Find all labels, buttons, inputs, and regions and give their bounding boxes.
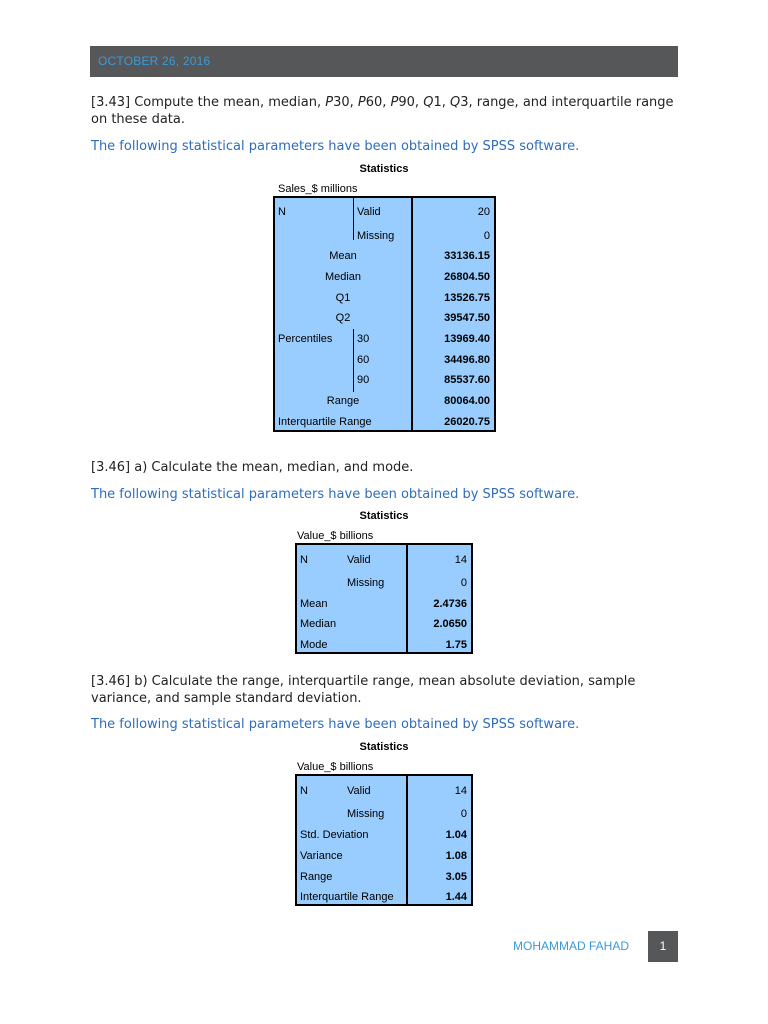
valid-value: 14 bbox=[454, 554, 467, 566]
variance-value: 1.08 bbox=[445, 850, 467, 862]
column-divider bbox=[353, 329, 354, 392]
value-column-divider bbox=[411, 198, 413, 430]
iqr-value: 26020.75 bbox=[444, 416, 490, 428]
n-label: N bbox=[300, 554, 308, 566]
variable-label: Value_$ billions bbox=[297, 761, 374, 773]
mean-value: 2.4736 bbox=[433, 598, 467, 610]
mode-value: 1.75 bbox=[445, 639, 467, 651]
p90-value: 85537.60 bbox=[444, 374, 490, 386]
page-number-box bbox=[648, 931, 678, 962]
statistics-title: Statistics bbox=[359, 163, 409, 175]
range-label: Range bbox=[326, 395, 360, 407]
statistics-table-sales bbox=[273, 196, 496, 432]
q2-value: 39547.50 bbox=[444, 312, 490, 324]
variance-label: Variance bbox=[300, 850, 343, 862]
percentiles-label: Percentiles bbox=[278, 333, 333, 345]
range-label: Range bbox=[300, 871, 333, 883]
variable-label: Sales_$ millions bbox=[278, 183, 358, 195]
valid-label: Valid bbox=[347, 554, 371, 566]
iqr-label: Interquartile Range bbox=[278, 416, 372, 428]
missing-label: Missing bbox=[347, 577, 385, 589]
iqr-label: Interquartile Range bbox=[300, 891, 394, 903]
q2-label: Q2 bbox=[335, 312, 351, 324]
missing-value: 0 bbox=[460, 808, 467, 820]
header-date: OCTOBER 26, 2016 bbox=[98, 54, 211, 68]
spss-note: The following statistical parameters have been obtained by SPSS software. bbox=[91, 487, 580, 502]
q1-value: 13526.75 bbox=[444, 292, 490, 304]
valid-label: Valid bbox=[357, 206, 381, 218]
median-label: Median bbox=[300, 618, 337, 630]
valid-value: 20 bbox=[477, 206, 490, 218]
range-value: 3.05 bbox=[445, 871, 467, 883]
p60-label: 60 bbox=[357, 354, 370, 366]
std-deviation-label: Std. Deviation bbox=[300, 829, 369, 841]
statistics-table-value-b bbox=[295, 774, 473, 906]
statistics-title: Statistics bbox=[359, 510, 409, 522]
std-deviation-value: 1.04 bbox=[445, 829, 467, 841]
mean-label: Mean bbox=[300, 598, 328, 610]
q1-label: Q1 bbox=[335, 292, 351, 304]
mean-value: 33136.15 bbox=[444, 250, 490, 262]
question-3-46b: [3.46] b) Calculate the range, interquartile range, mean absolute deviation, sample variance, and sample standard deviation. bbox=[91, 674, 636, 706]
n-label: N bbox=[278, 206, 286, 218]
statistics-title: Statistics bbox=[359, 741, 409, 753]
statistics-table-value-a bbox=[295, 543, 473, 654]
iqr-value: 1.44 bbox=[445, 891, 467, 903]
range-value: 80064.00 bbox=[444, 395, 490, 407]
p90-label: 90 bbox=[357, 374, 370, 386]
variable-label: Value_$ billions bbox=[297, 530, 374, 542]
p30-label: 30 bbox=[357, 333, 370, 345]
spss-note: The following statistical parameters have been obtained by SPSS software. bbox=[91, 717, 580, 732]
n-label: N bbox=[300, 785, 308, 797]
question-3-43: [3.43] Compute the mean, median, P30, P60, P90, Q1, Q3, range, and interquartile range on these data. bbox=[91, 95, 674, 127]
page-number: 1 bbox=[659, 939, 667, 953]
header-bar bbox=[90, 46, 678, 77]
missing-value: 0 bbox=[460, 577, 467, 589]
value-column-divider bbox=[406, 776, 408, 904]
missing-label: Missing bbox=[357, 230, 395, 242]
value-column-divider bbox=[406, 545, 408, 652]
p30-value: 13969.40 bbox=[444, 333, 490, 345]
footer-author: MOHAMMAD FAHAD bbox=[513, 939, 630, 953]
valid-value: 14 bbox=[454, 785, 467, 797]
median-value: 26804.50 bbox=[444, 271, 490, 283]
question-3-46a: [3.46] a) Calculate the mean, median, and mode. bbox=[91, 460, 414, 475]
valid-label: Valid bbox=[347, 785, 371, 797]
missing-label: Missing bbox=[347, 808, 385, 820]
missing-value: 0 bbox=[483, 230, 490, 242]
median-label: Median bbox=[324, 271, 362, 283]
p60-value: 34496.80 bbox=[444, 354, 490, 366]
mean-label: Mean bbox=[329, 250, 357, 262]
median-value: 2.0650 bbox=[433, 618, 467, 630]
column-divider bbox=[353, 198, 354, 240]
spss-note: The following statistical parameters have been obtained by SPSS software. bbox=[91, 139, 580, 154]
mode-label: Mode bbox=[300, 639, 328, 651]
